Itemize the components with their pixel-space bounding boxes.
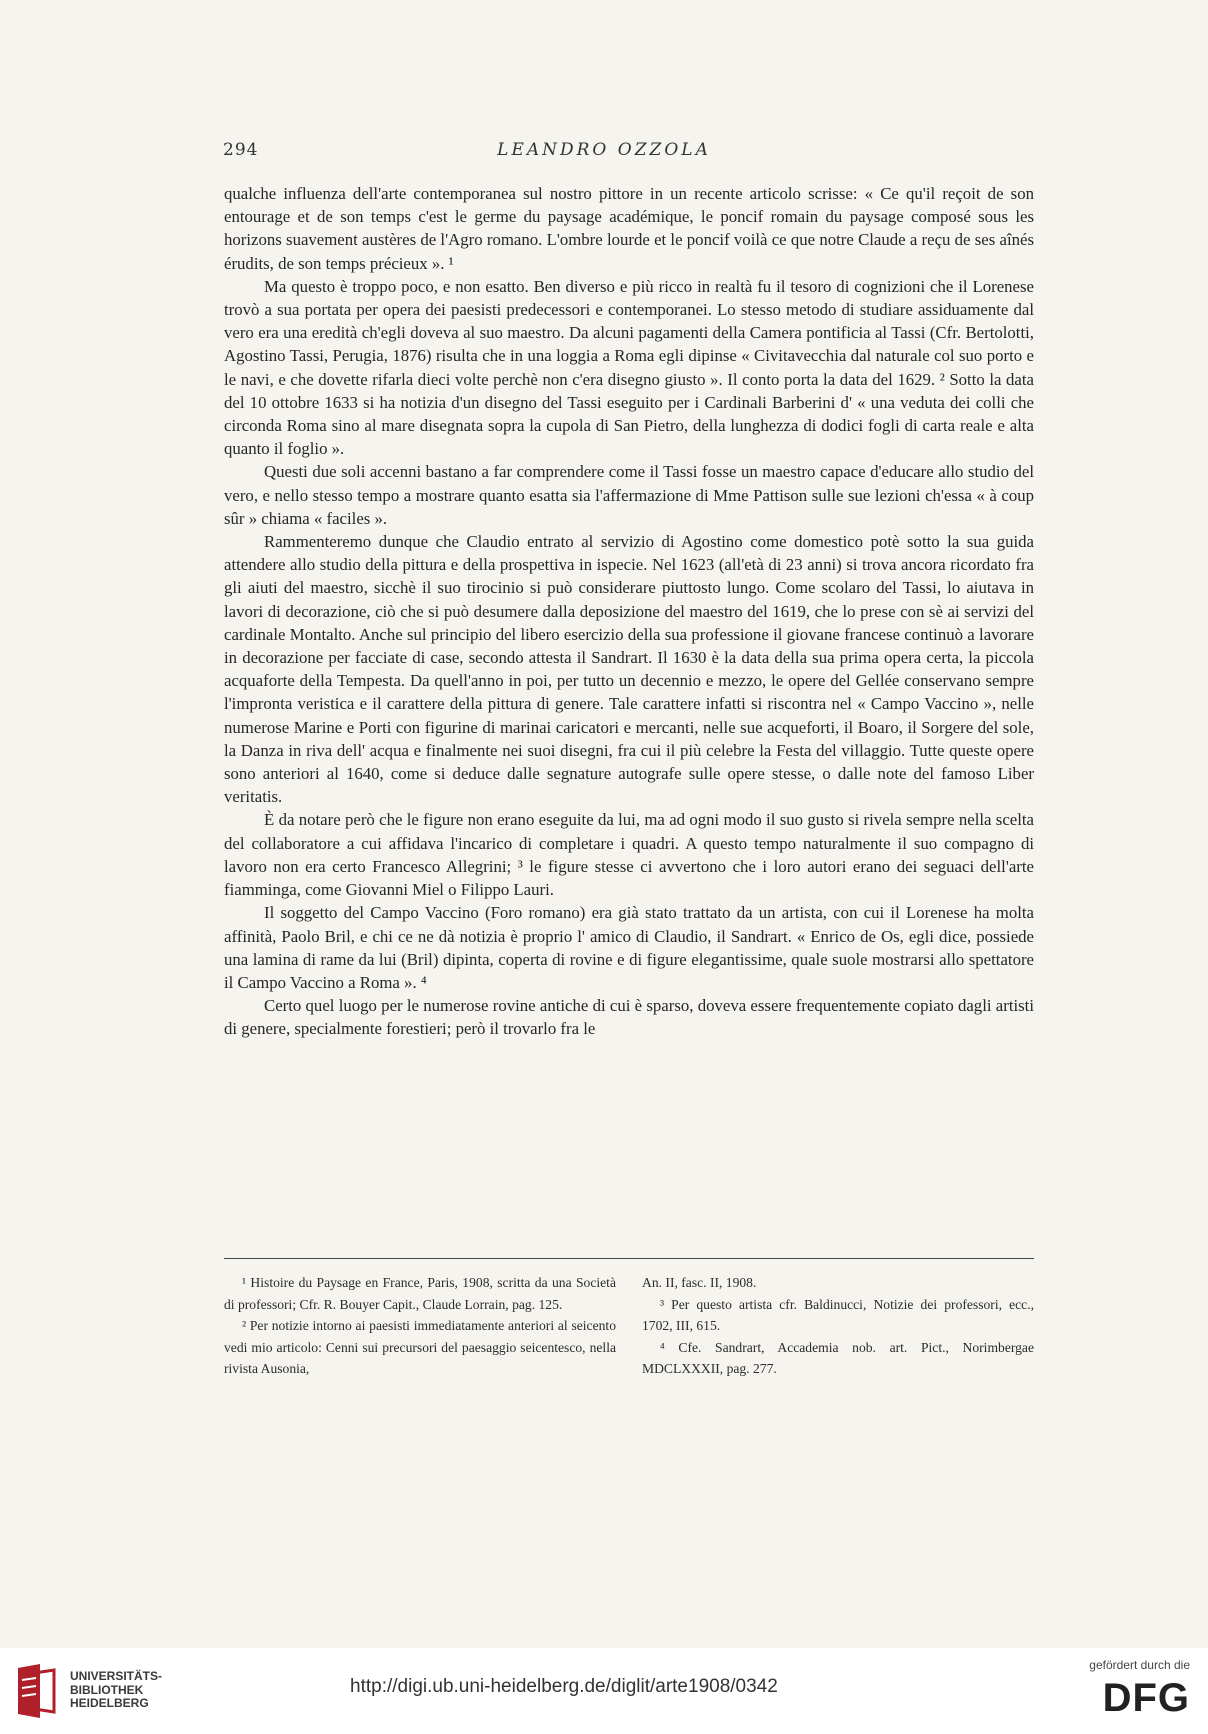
library-name-line: UNIVERSITÄTS-: [70, 1669, 163, 1683]
running-header: [0, 140, 1208, 166]
footnote: ¹ Histoire du Paysage en France, Paris, 1908, scritta da una Società di professori; Cfr. R. Bouyer Capit., Claude Lorrain, pag. 125.: [224, 1275, 616, 1312]
body-text: [224, 182, 1034, 1041]
page-number: 294: [223, 140, 259, 160]
running-title: LEANDRO OZZOLA: [497, 140, 711, 160]
paragraph: qualche influenza dell'arte contemporanea sul nostro pittore in un recente articolo scrisse: « Ce qu'il reçoit de son entourage et de son temps c'est le germe du paysage académique, le poncif romain du paysage composé sous les horizons suavement austères de l'Agro romano. L'ombre lourde et le poncif voilà ce que notre Claude a reçu de ses aînés érudits, de son temps précieux ». ¹: [224, 184, 1034, 273]
university-library-logo-icon[interactable]: [14, 1660, 58, 1722]
permalink-url[interactable]: http://digi.ub.uni-heidelberg.de/diglit/arte1908/0342: [350, 1676, 778, 1697]
dfg-logo[interactable]: DFG: [1102, 1676, 1190, 1720]
paragraph: È da notare però che le figure non erano eseguite da lui, ma ad ogni modo il suo gusto si rivela sempre nella scelta del collaboratore a cui affidava l'incarico di completare i quadri. A questo tempo naturalmente il suo compagno di lavoro non era certo Francesco Allegrini; ³ le figure stesse ci avvertono che i loro autori erano dei seguaci dell'arte fiamminga, come Giovanni Miel o Filippo Lauri.: [224, 810, 1034, 900]
footnote-continuation: An. II, fasc. II, 1908.: [642, 1275, 757, 1290]
library-name[interactable]: [70, 1670, 162, 1711]
footnote-column-right: [642, 1272, 1034, 1380]
footnote: ³ Per questo artista cfr. Baldinucci, Notizie dei professori, ecc., 1702, III, 615.: [642, 1296, 1034, 1333]
paragraph: Questi due soli accenni bastano a far comprendere come il Tassi fosse un maestro capace d'educare allo studio del vero, e nello stesso tempo a mostrare quanto esatta sia l'affermazione di Mme Pattison sulle sue lezioni ch'essa « à coup sûr » chiama « faciles ».: [224, 462, 1034, 528]
footnote: ² Per notizie intorno ai paesisti immediatamente anteriori al seicento vedi mio articolo: Cenni sui precursori del paesaggio seicentesco, nella rivista Ausonia,: [224, 1318, 616, 1376]
footnote-column-left: [224, 1272, 616, 1380]
library-name-line: BIBLIOTHEK: [70, 1682, 144, 1697]
footnote-divider: [224, 1258, 1034, 1259]
paragraph: Il soggetto del Campo Vaccino (Foro romano) era già stato trattato da un artista, con cui il Lorenese ha molta affinità, Paolo Bril, e chi ce ne dà notizia è proprio l' amico di Claudio, il Sandrart. « Enrico de Os, egli dice, possiede una lamina di rame da lui (Bril) dipinta, coperta di rovine e di figure elegantissime, quale suole mostrarsi allo spettatore il Campo Vaccino a Roma ». ⁴: [224, 903, 1034, 992]
paragraph: Certo quel luogo per le numerose rovine antiche di cui è sparso, doveva essere frequentemente copiato dagli artisti di genere, specialmente forestieri; però il trovarlo fra le: [224, 996, 1034, 1039]
paragraph: Ma questo è troppo poco, e non esatto. Ben diverso e più ricco in realtà fu il tesoro di cognizioni che il Lorenese trovò a sua portata per opera dei paesisti predecessori e contemporanei. Lo stesso metodo di studiare assiduamente dal vero era una eredità ch'egli doveva al suo maestro. Da alcuni pagamenti della Camera pontificia al Tassi (Cfr. Bertolotti, Agostino Tassi, Perugia, 1876) risulta che in una loggia a Roma egli dipinse « Civitavecchia dal naturale col suo porto e le navi, e che dovette rifarla dieci volte perchè non c'era disegno giusto ». Il conto porta la data del 1629. ² Sotto la data del 10 ottobre 1633 si ha notizia d'un disegno del Tassi eseguito per i Cardinali Barberini d' « una veduta dei colli che circonda Roma sino al mare disegnata sopra la cupola di San Pietro, della lunghezza di dodici fogli di carta reale e alta quanto il foglio ».: [224, 276, 1034, 459]
paragraph: Rammenteremo dunque che Claudio entrato al servizio di Agostino come domestico potè sotto la sua guida attendere allo studio della pittura e della prospettiva in ispecie. Nel 1623 (all'età di 23 anni) si trova ancora ricordato fra gli aiuti del maestro, sicchè il suo tirocinio si può considerare piuttosto lungo. Come scolaro del Tassi, lo aiutava in lavori di decorazione, ciò che si può desumere dalla deposizione del maestro del 1619, che lo prese con sè ai servizi del cardinale Montalto. Anche sul principio del libero esercizio della sua professione il giovane francese continuò a lavorare in decorazione per facciate di case, secondo attesta il Sandrart. Il 1630 è la data della sua prima opera certa, la piccola acquaforte della Tempesta. Da quell'anno in poi, per tutto un decennio e mezzo, le opere del Gellée conservano sempre l'impronta veristica e il carattere della pittura di genere. Tale carattere infatti si riscontra nel « Campo Vaccino », nelle numerose Marine e Porti con figurine di marinai caricatori e mercanti, nelle sue acqueforti, il Boaro, il Sorgere del sole, la Danza in riva dell' acqua e finalmente nei suoi disegni, fra cui il più celebre la Festa del villaggio. Tutte queste opere sono anteriori al 1640, come si deduce dalle segnature autografe sulle opere stesse, o dalle note del famoso Liber veritatis.: [224, 532, 1034, 807]
library-name-line: HEIDELBERG: [70, 1696, 149, 1710]
footnote: ⁴ Cfe. Sandrart, Accademia nob. art. Pict., Norimbergae MDCLXXXII, pag. 277.: [642, 1339, 1034, 1376]
funding-note: gefördert durch die: [1089, 1658, 1190, 1672]
